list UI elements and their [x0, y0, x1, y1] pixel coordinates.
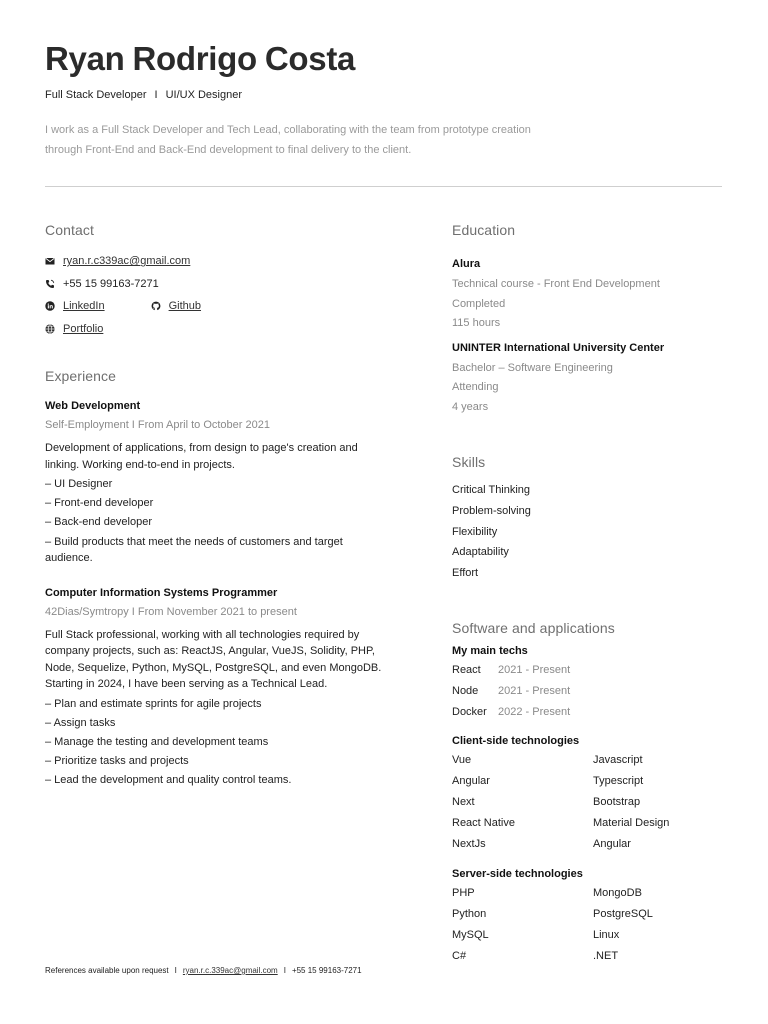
- skills-list: [452, 480, 732, 584]
- client-tech: Next: [452, 795, 475, 808]
- job-description: Full Stack professional, working with all technologies required by company projects, such as: ReactJS, Angular, VueJS, Solidity, PHP, Node, Sequelize, Python, MySQL, PostgreSQL, and even MongoDB. Starting in 2024, I have been serving as a Technical Lead.: [45, 628, 382, 691]
- job-bullet: – Build products that meet the needs of customers and target audience.: [45, 535, 343, 565]
- client-tech: Angular: [593, 837, 631, 850]
- client-tech: React Native: [452, 816, 515, 829]
- footer: [45, 966, 362, 975]
- software-heading: Software and applications: [452, 619, 615, 636]
- client-tech: NextJs: [452, 837, 486, 850]
- education-institution: Alura: [452, 258, 481, 270]
- footer-separator: I: [174, 966, 177, 975]
- tech-years: 2021 - Present: [498, 684, 571, 697]
- contact-social-row: [45, 295, 385, 318]
- tech-years: 2021 - Present: [498, 663, 571, 676]
- client-tech: Material Design: [593, 816, 670, 829]
- footer-separator: I: [283, 966, 286, 975]
- education-status: Attending: [452, 381, 499, 393]
- skills-heading: Skills: [452, 454, 486, 470]
- server-tech: Python: [452, 908, 487, 921]
- left-column: [45, 222, 385, 792]
- mail-icon: [45, 256, 55, 266]
- education-list: [452, 258, 732, 417]
- job-meta: Self-Employment I From April to October 2021: [45, 419, 270, 431]
- footer-phone: +55 15 99163-7271: [291, 966, 362, 975]
- role-separator: I: [154, 89, 158, 101]
- linkedin-link[interactable]: LinkedIn: [63, 300, 105, 313]
- role-primary: Full Stack Developer: [45, 89, 147, 101]
- main-tech-row: [452, 681, 732, 702]
- server-tech: C#: [452, 949, 467, 962]
- education-heading: Education: [452, 222, 516, 238]
- education-entry: [452, 258, 732, 334]
- job-bullet: – Back-end developer: [45, 516, 153, 529]
- experience-heading: Experience: [45, 368, 117, 384]
- server-side-label: Server-side technologies: [452, 868, 583, 881]
- education-course: Bachelor – Software Engineering: [452, 361, 613, 374]
- job-title: Computer Information Systems Programmer: [45, 586, 278, 599]
- github-icon: [151, 301, 161, 311]
- skill-item: Flexibility: [452, 525, 498, 538]
- main-tech-row: [452, 660, 732, 681]
- phone-icon: [45, 279, 55, 289]
- client-tech: Typescript: [593, 775, 644, 788]
- job-entry: [45, 587, 385, 789]
- skill-item: Critical Thinking: [452, 484, 531, 496]
- client-tech: Javascript: [593, 754, 643, 767]
- contact-portfolio-row: [45, 318, 385, 341]
- tech-years: 2022 - Present: [498, 705, 571, 718]
- server-side-grid: [452, 883, 732, 966]
- server-tech: .NET: [593, 949, 619, 962]
- client-tech: Bootstrap: [593, 795, 641, 808]
- job-bullets: [45, 476, 385, 567]
- server-tech: MongoDB: [593, 887, 642, 900]
- contact-list: [45, 250, 385, 340]
- footer-references: References available upon request: [45, 966, 169, 975]
- contact-phone-row: [45, 273, 385, 296]
- client-side-grid: [452, 750, 732, 854]
- job-bullet: – Manage the testing and development teams: [45, 735, 269, 748]
- tech-name: React: [452, 663, 481, 676]
- contact-heading: Contact: [45, 222, 94, 238]
- server-tech: MySQL: [452, 928, 489, 941]
- education-entry: [452, 342, 732, 418]
- roles-line: [45, 89, 242, 101]
- job-entry: [45, 400, 385, 567]
- skill-item: Effort: [452, 567, 479, 580]
- role-secondary: UI/UX Designer: [165, 89, 242, 101]
- client-tech: Angular: [452, 775, 490, 788]
- profile-summary: I work as a Full Stack Developer and Tech Lead, collaborating with the team from prototype creation through Front-End and Back-End development to final delivery to the client.: [45, 124, 531, 156]
- education-duration: 115 hours: [452, 317, 501, 329]
- education-status: Completed: [452, 297, 506, 310]
- last-name: Costa: [264, 40, 356, 77]
- job-title: Web Development: [45, 400, 141, 412]
- job-bullet: – Front-end developer: [45, 497, 154, 510]
- job-bullet: – Lead the development and quality control teams.: [45, 774, 292, 787]
- education-institution: UNINTER International University Center: [452, 341, 665, 354]
- linkedin-item: [45, 300, 105, 312]
- contact-email-row: [45, 250, 385, 273]
- client-side-label: Client-side technologies: [452, 735, 580, 748]
- github-link[interactable]: Github: [168, 300, 202, 313]
- tech-name: Docker: [452, 705, 487, 718]
- job-bullet: – Prioritize tasks and projects: [45, 755, 189, 768]
- server-tech: PostgreSQL: [593, 908, 653, 921]
- job-bullets: [45, 696, 385, 789]
- portfolio-link[interactable]: Portfolio: [63, 322, 104, 335]
- education-duration: 4 years: [452, 400, 489, 413]
- server-tech: Linux: [593, 928, 620, 941]
- right-column: [452, 222, 732, 967]
- skill-item: Adaptability: [452, 546, 509, 559]
- job-description: Development of applications, from design to page's creation and linking. Working end-to-end in projects.: [45, 442, 358, 471]
- full-name: [45, 40, 363, 78]
- tech-name: Node: [452, 684, 479, 697]
- middle-name: Rodrigo: [132, 40, 257, 77]
- linkedin-icon: [45, 301, 55, 311]
- first-name: Ryan: [45, 40, 125, 77]
- phone-number: +55 15 99163-7271: [63, 277, 159, 290]
- client-tech: Vue: [452, 754, 472, 767]
- job-bullet: – UI Designer: [45, 478, 113, 490]
- skill-item: Problem-solving: [452, 504, 531, 517]
- main-techs-list: [452, 660, 732, 722]
- header-divider: [45, 186, 722, 187]
- globe-icon: [45, 324, 55, 334]
- job-meta: 42Dias/Symtropy I From November 2021 to present: [45, 605, 297, 618]
- job-bullet: – Assign tasks: [45, 716, 116, 729]
- education-course: Technical course - Front End Development: [452, 278, 660, 290]
- email-link[interactable]: ryan.r.c339ac@gmail.com: [63, 255, 191, 268]
- job-bullet: – Plan and estimate sprints for agile projects: [45, 697, 262, 710]
- github-item: [151, 300, 201, 312]
- server-tech: PHP: [452, 887, 475, 900]
- main-tech-row: [452, 702, 732, 723]
- main-techs-label: My main techs: [452, 644, 528, 657]
- footer-email-link[interactable]: ryan.r.c.339ac@gmail.com: [182, 966, 278, 975]
